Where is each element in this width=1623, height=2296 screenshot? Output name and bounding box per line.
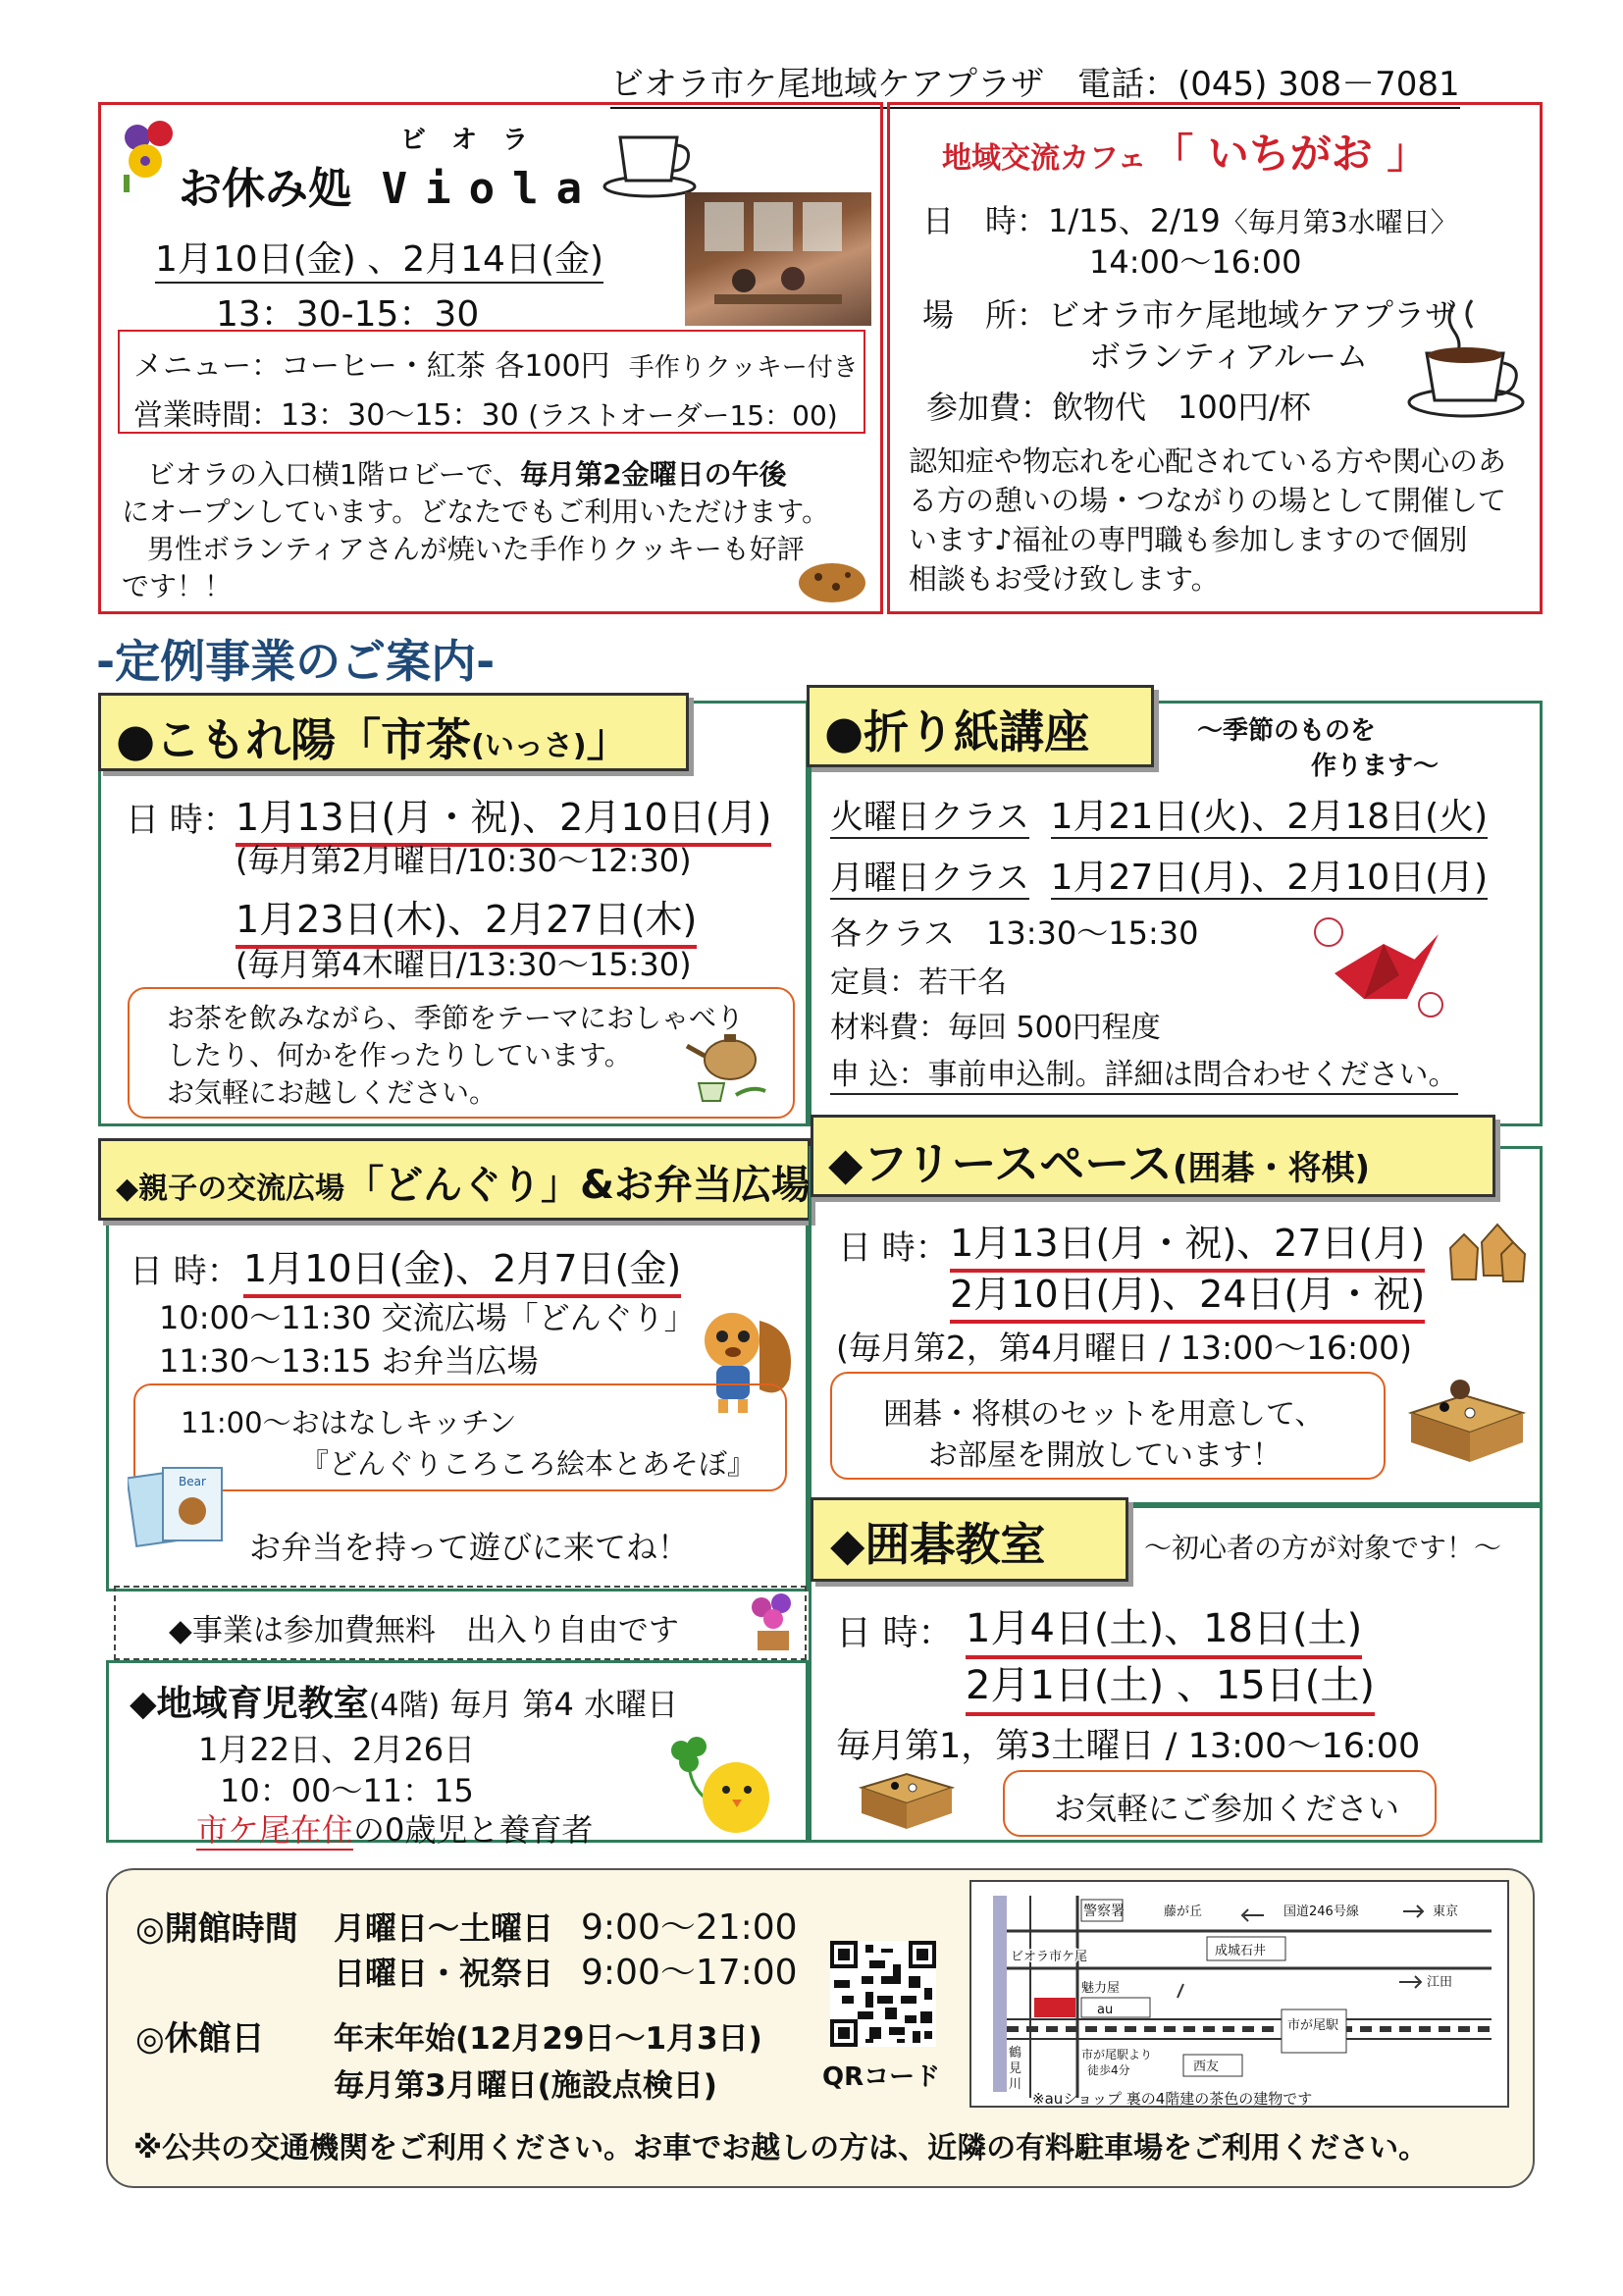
- cafe-place-2: ボランティアルーム: [1089, 338, 1369, 375]
- igo-sub: 〜初心者の方が対象です！〜: [1144, 1532, 1502, 1564]
- viola-desc-1a: ビオラの入口横1階ロビーで、: [147, 458, 521, 491]
- map-walk1: 市が尾駅より: [1081, 2048, 1153, 2061]
- map-station: 市が尾駅: [1287, 2018, 1339, 2033]
- viola-ruby: ビ オ ラ: [400, 126, 529, 155]
- viola-desc-1b: 毎月第2金曜日の午後: [520, 458, 787, 491]
- igo-d1: 1月4日(土)、18日(土): [966, 1597, 1362, 1659]
- viola-time: 13：30-15：30: [216, 294, 480, 335]
- viola-dates: 1月10日(金) 、2月14日(金): [155, 232, 603, 284]
- cafe-desc-2: る方の憩いの場・つながりの場として開催して: [909, 484, 1507, 517]
- ikuji-title: [130, 1676, 678, 1726]
- igo-title: ◆囲碁教室: [830, 1518, 1046, 1571]
- map-viola: ビオラ市ケ尾: [1011, 1950, 1088, 1964]
- cafe-dates: 1/15、2/19: [1048, 202, 1221, 239]
- cafe-desc-1: 認知症や物忘れを心配されている方や関心のあ: [909, 444, 1507, 478]
- qr-label: QRコード: [822, 2062, 941, 2092]
- map-police: 警察署: [1083, 1904, 1125, 1919]
- origami-class1-label: 火曜日クラス: [830, 798, 1029, 837]
- open-2b: 9:00〜17:00: [581, 1953, 798, 1993]
- coffee-mug-icon: [1405, 294, 1533, 422]
- donguri-t1: 10:00〜11:30 交流広場「どんぐり」: [159, 1299, 696, 1336]
- komorebi-title-c: 」: [586, 713, 632, 766]
- free-desc-2: お部屋を開放しています！: [928, 1438, 1282, 1473]
- viola-title-en: Viola: [381, 164, 601, 214]
- komorebi-title-a: ●こもれ陽「市茶: [116, 713, 472, 766]
- origami-time: 各クラス 13:30〜15:30: [830, 914, 1199, 952]
- teapot-icon: [677, 1026, 771, 1111]
- map-note: ※auショップ 裏の4階建の茶色の建物です: [1032, 2090, 1313, 2108]
- ikuji-time: 10：00〜11：15: [220, 1772, 474, 1809]
- open-1a: 月曜日〜土曜日: [334, 1909, 554, 1947]
- viola-title-ja: お休み処: [179, 164, 351, 214]
- ikuji-target-b: の0歳児と養育者: [353, 1811, 594, 1849]
- komorebi-label: 日 時：: [126, 801, 236, 840]
- origami-class2: [830, 850, 1488, 900]
- komorebi-title-b: (いっさ): [471, 729, 587, 763]
- igo-d2: 2月1日(土) 、15日(土): [966, 1654, 1375, 1716]
- cafe-dates-note: 〈毎月第3水曜日〉: [1220, 206, 1458, 238]
- donguri-dates: 1月10日(金)、2月7日(金): [243, 1238, 681, 1298]
- notice-text: ◆事業は参加費無料 出入り自由です: [169, 1613, 679, 1648]
- map-river1: 鶴: [1009, 2046, 1022, 2061]
- viola-hours-text: 営業時間：13：30〜15：30: [133, 398, 519, 433]
- origami-material: 材料費：毎回 500円程度: [830, 1011, 1161, 1045]
- viola-desc-2: にオープンしています。どなたでもご利用いただけます。: [122, 496, 830, 528]
- donguri-k1: 11:00〜おはなしキッチン: [181, 1406, 517, 1439]
- viola-desc-3: 男性ボランティアさんが焼いた手作りクッキーも好評: [147, 533, 805, 565]
- ikuji-target: [196, 1805, 593, 1851]
- closed-label: ◎休館日: [135, 2019, 265, 2059]
- komorebi-desc-1: お茶を飲みながら、季節をテーマにおしゃべり: [167, 1002, 745, 1034]
- map-seiyu: 西友: [1193, 2060, 1220, 2074]
- free-title-a: ◆フリースペース: [828, 1137, 1173, 1190]
- donguri-title-a: ◆親子の交流広場: [116, 1172, 345, 1206]
- free-d1: 1月13日(月・祝)、27日(月): [950, 1213, 1425, 1273]
- viola-menu-note: 手作りクッキー付き: [628, 353, 859, 383]
- cafe-desc-3: います♪福祉の専門職も参加しますので個別: [909, 523, 1468, 556]
- ikuji-title-b: (4階): [368, 1689, 441, 1723]
- section-title: -定例事業のご案内-: [96, 635, 496, 688]
- picture-book-icon: [128, 1460, 228, 1548]
- komorebi-d2: 1月23日(木)、2月27日(木): [236, 889, 697, 949]
- origami-sub-2: 作ります〜: [1311, 752, 1440, 781]
- origami-class2-label: 月曜日クラス: [830, 859, 1029, 898]
- origami-class1: [830, 789, 1488, 839]
- header-contact: ビオラ市ケ尾地域ケアプラザ 電話：(045) 308－7081: [610, 57, 1460, 109]
- access-map[interactable]: [969, 1880, 1509, 2108]
- origami-capacity: 定員：若干名: [830, 965, 1007, 1000]
- free-label: 日 時：: [838, 1228, 949, 1268]
- origami-class1-dates: 1月21日(火)、2月18日(火): [1050, 797, 1489, 837]
- go-board-small-icon: [856, 1766, 958, 1837]
- komorebi-d1: 1月13日(月・祝)、2月10日(月): [236, 787, 771, 847]
- ikuji-target-a: 市ケ尾在住: [196, 1811, 354, 1849]
- flower-pot-icon: [746, 1590, 801, 1654]
- chick-clover-icon: [667, 1737, 775, 1839]
- komorebi-desc-2: したり、何かを作ったりしています。: [167, 1039, 632, 1071]
- cookie-icon: [797, 559, 867, 606]
- donguri-title: [116, 1154, 811, 1210]
- map-seijo: 成城石井: [1215, 1944, 1267, 1958]
- komorebi-d2-note: (毎月第4木曜日/13:30〜15:30): [236, 946, 692, 983]
- free-desc-1: 囲碁・将棋のセットを用意して、: [883, 1397, 1325, 1432]
- komorebi-d1-note: (毎月第2月曜日/10:30〜12:30): [236, 842, 692, 879]
- komorebi-desc-3: お気軽にお越しください。: [167, 1076, 497, 1109]
- cafe-date-label: 日 時：: [922, 202, 1049, 239]
- shogi-piece-icon: [1442, 1221, 1531, 1285]
- origami-title: ●折り紙講座: [824, 705, 1090, 758]
- map-route246: 国道246号線: [1283, 1905, 1359, 1919]
- free-d2: 2月10日(月)、24日(月・祝): [950, 1264, 1425, 1324]
- closed-1: 年末年始(12月29日〜1月3日): [334, 2021, 762, 2057]
- donguri-invite: お弁当を持って遊びに来てね！: [249, 1529, 690, 1566]
- map-river2: 見: [1009, 2061, 1022, 2076]
- origami-apply-label: 申 込：: [830, 1058, 928, 1092]
- map-river3: 川: [1009, 2077, 1022, 2092]
- viola-title: [179, 153, 600, 216]
- map-eda: 江田: [1427, 1975, 1453, 1990]
- donguri-label: 日 時：: [130, 1252, 240, 1291]
- igo-invite: お気軽にご参加ください: [1054, 1790, 1400, 1827]
- viola-desc-4: です！！: [122, 570, 233, 602]
- free-title: [828, 1128, 1370, 1193]
- map-fujigaoka: 藤が丘: [1164, 1905, 1203, 1919]
- map-miryokuya: 魅力屋: [1081, 1981, 1121, 1996]
- map-walk2: 徒歩4分: [1087, 2063, 1130, 2077]
- cafe-desc-4: 相談もお受け致します。: [909, 562, 1220, 596]
- origami-class2-dates: 1月27日(月)、2月10日(月): [1050, 858, 1489, 898]
- ikuji-title-c: 毎月 第4 水曜日: [449, 1686, 679, 1723]
- ikuji-title-a: ◆地域育児教室: [130, 1684, 369, 1724]
- viola-hours: [133, 391, 838, 434]
- cafe-title-b: 「 いちがお 」: [1152, 130, 1429, 178]
- cafe-place-1: ビオラ市ケ尾地域ケアプラザ: [1048, 296, 1457, 334]
- cafe-fee: 参加費：飲物代 100円/杯: [926, 389, 1311, 426]
- cafe-title: [942, 122, 1428, 181]
- cafe-place: [922, 290, 1456, 336]
- viola-menu-text: メニュー：コーヒー・紅茶 各100円: [133, 349, 610, 384]
- origami-apply-text: 事前申込制。詳細は問合わせください。: [927, 1058, 1458, 1092]
- map-tokyo: 東京: [1433, 1905, 1459, 1919]
- viola-menu: [133, 341, 859, 385]
- cafe-date: [922, 196, 1458, 241]
- donguri-t2: 11:30〜13:15 お弁当広場: [159, 1342, 539, 1380]
- viola-desc-1: [147, 453, 787, 493]
- igo-note: 毎月第1，第3土曜日 / 13:00〜16:00: [836, 1727, 1421, 1766]
- donguri-k2: 『どんぐりころころ絵本とあそぼ』: [300, 1447, 757, 1481]
- qr-code[interactable]: [830, 1941, 936, 2047]
- viola-hours-note: (ラストオーダー15：00): [528, 399, 838, 432]
- map-au: au: [1097, 2003, 1114, 2017]
- cafe-place-label: 場 所：: [922, 296, 1049, 334]
- transit-note: ※公共の交通機関をご利用ください。お車でお越しの方は、近隣の有料駐車場をご利用ください。: [133, 2131, 1429, 2166]
- cafe-time: 14:00〜16:00: [1089, 243, 1302, 281]
- closed-2: 毎月第3月曜日(施設点検日): [334, 2068, 717, 2104]
- ikuji-dates: 1月22日、2月26日: [198, 1731, 476, 1768]
- komorebi-title: [116, 704, 632, 769]
- igo-label: 日 時：: [836, 1613, 954, 1653]
- origami-sub-1: 〜季節のものを: [1197, 716, 1377, 746]
- open-1b: 9:00〜21:00: [581, 1907, 798, 1948]
- go-board-icon: [1401, 1374, 1529, 1476]
- free-note: (毎月第2，第4月曜日 / 13:00〜16:00): [836, 1329, 1413, 1367]
- free-title-b: (囲碁・将棋): [1172, 1149, 1371, 1188]
- cafe-photo: [685, 192, 871, 326]
- coffee-cup-icon: [601, 124, 699, 198]
- cafe-title-a: 地域交流カフェ: [942, 141, 1147, 176]
- donguri-title-b: 「どんぐり」&お弁当広場: [344, 1163, 811, 1208]
- open-label: ◎開館時間: [135, 1909, 298, 1949]
- open-2a: 日曜日・祝祭日: [334, 1955, 554, 1992]
- origami-apply: [830, 1050, 1458, 1095]
- book-cover-text: Bear: [179, 1475, 206, 1488]
- paper-crane-icon: [1305, 905, 1452, 1032]
